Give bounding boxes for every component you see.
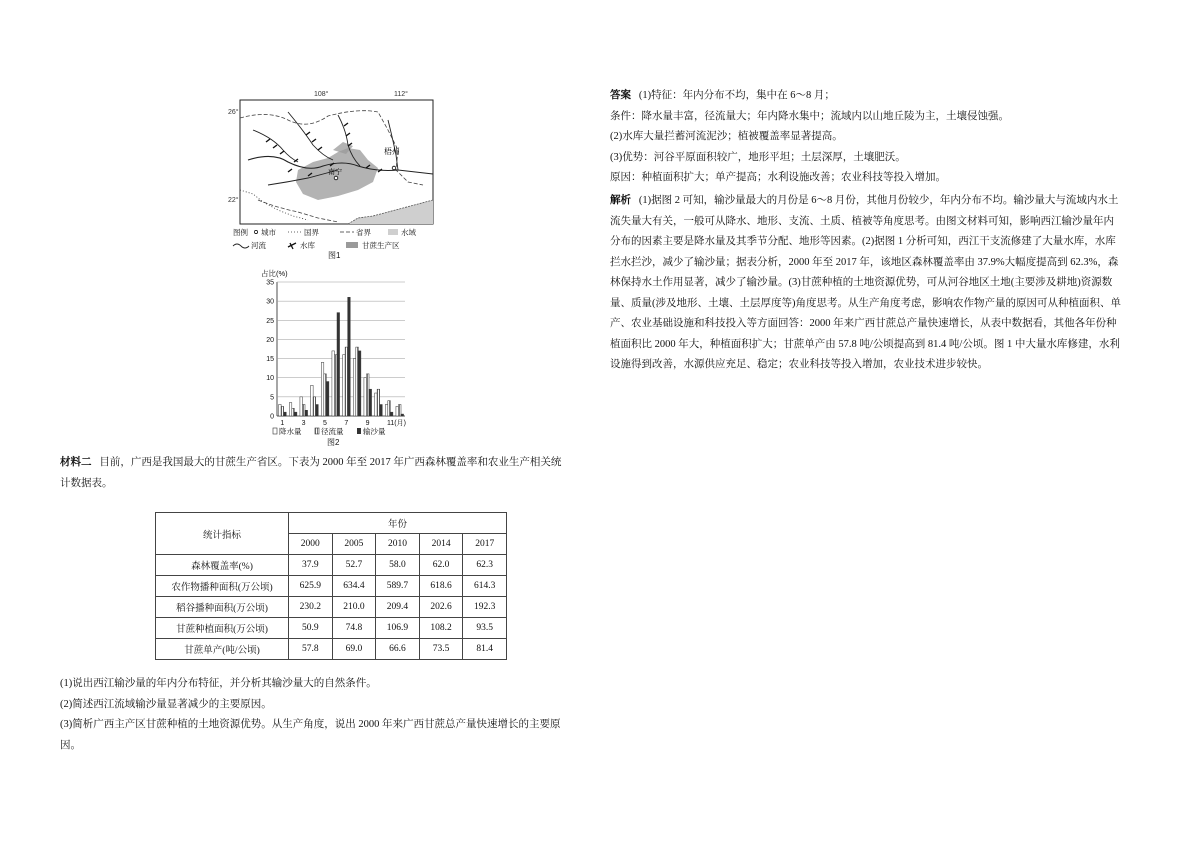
stats-table [155, 512, 507, 660]
lat-label-22: 22° [228, 197, 239, 204]
questions-block [60, 674, 605, 756]
x-tick-label: 1 [280, 420, 285, 427]
table-cell: 614.3 [463, 576, 507, 597]
table-row [156, 618, 507, 639]
table-cell: 192.3 [463, 597, 507, 618]
analysis-line-2: 流失量大有关，一般可从降水、地形、支流、土质、植被等角度思考。由图文材料可知，影响西江输沙量年内 [610, 215, 1114, 227]
bar-runoff [356, 347, 359, 416]
bar-sediment [369, 389, 372, 416]
city-nanning [334, 176, 338, 180]
year-cell: 2014 [419, 534, 463, 555]
row-label: 甘蔗单产(吨/公顷) [156, 639, 289, 660]
bar-sediment [326, 382, 329, 416]
year-cell: 2017 [463, 534, 507, 555]
x-tick-label: 7 [344, 420, 349, 427]
legend-sugarcane: 甘蔗生产区 [362, 241, 400, 250]
table-cell: 52.7 [332, 555, 376, 576]
figure1-map [228, 90, 438, 260]
y-tick-label: 15 [266, 356, 274, 364]
bar-runoff [398, 405, 401, 416]
row-label: 稻谷播种面积(万公顷) [156, 597, 289, 618]
bar-precipitation [289, 403, 292, 416]
question-3-cont: 因。 [60, 739, 81, 751]
bar-precipitation [353, 359, 356, 416]
city-label-wuzhou: 梧州 [384, 147, 400, 156]
bar-runoff [388, 401, 391, 416]
table-cell: 62.0 [419, 555, 463, 576]
bar-precipitation [321, 362, 324, 416]
table-cell: 58.0 [376, 555, 420, 576]
y-tick-label: 35 [266, 279, 274, 287]
bar-runoff [324, 374, 327, 416]
answer-label: 答案 [610, 90, 631, 101]
analysis-line-9: 设施得到改善，水源供应充足、稳定；农业科技等投入增加，农业技术进步较快。 [610, 359, 988, 370]
legend-runoff: 径流量 [321, 427, 344, 436]
chart-bars [279, 297, 404, 416]
bar-sediment [305, 410, 308, 416]
table-row [156, 576, 507, 597]
y-tick-label: 10 [266, 375, 274, 383]
chart-gridlines [277, 282, 405, 416]
answer-line-4: (3)优势：河谷平原面积较广，地形平坦；土层深厚，土壤肥沃。 [610, 151, 906, 163]
legend-province-boundary: 省界 [356, 228, 371, 237]
bar-runoff [366, 374, 369, 416]
y-tick-label: 0 [270, 413, 274, 421]
legend-city: 城市 [261, 228, 276, 237]
bar-sediment [348, 297, 351, 416]
y-tick-label: 25 [266, 317, 274, 325]
bar-sediment [294, 412, 297, 416]
table-cell: 62.3 [463, 555, 507, 576]
lon-label-108: 108° [314, 91, 329, 98]
legend-reservoir: 水库 [300, 241, 315, 250]
year-cell: 2010 [376, 534, 420, 555]
bar-precipitation [300, 397, 303, 416]
table-cell: 230.2 [289, 597, 333, 618]
bar-precipitation [396, 406, 399, 416]
y-tick-label: 5 [270, 394, 274, 402]
y-tick-label: 20 [266, 336, 274, 344]
bar-sediment [380, 405, 383, 416]
table-cell: 57.8 [289, 639, 333, 660]
table-cell: 81.4 [463, 639, 507, 660]
x-tick-label: 9 [365, 420, 370, 427]
answer-line-3: (2)水库大量拦蓄河流泥沙；植被覆盖率显著提高。 [610, 131, 843, 142]
table-cell: 106.9 [376, 618, 420, 639]
table-cell: 73.5 [419, 639, 463, 660]
bar-precipitation [343, 355, 346, 416]
row-label: 甘蔗种植面积(万公顷) [156, 618, 289, 639]
bar-precipitation [279, 405, 282, 416]
x-tick-label: 3 [301, 420, 306, 427]
legend-precipitation: 降水量 [279, 427, 302, 436]
lat-label-26: 26° [228, 109, 239, 116]
bar-precipitation [364, 378, 367, 416]
bar-precipitation [375, 393, 378, 416]
table-cell: 618.6 [419, 576, 463, 597]
bar-precipitation [385, 405, 388, 416]
analysis-label: 解析 [610, 195, 631, 206]
bar-sediment [358, 351, 361, 416]
analysis-line-3: 分布的因素主要是降水量及其季节分配、地形等因素。(2)据图 1 分析可知，西江干支流修建了大量水库，水库 [610, 236, 1116, 247]
table-cell: 66.6 [376, 639, 420, 660]
analysis-block [610, 191, 1150, 376]
analysis-line-6: 量、质量(涉及地形、土壤、土层厚度等)角度思考。从生产角度考虑，影响农作物产量的原因可从种植面积、单 [610, 297, 1121, 309]
header-indicator: 统计指标 [156, 513, 289, 555]
lon-label-112: 112° [394, 91, 408, 98]
answer-line-1: (1)特征：年内分布不均，集中在 6～8 月； [638, 90, 835, 101]
table-cell: 209.4 [376, 597, 420, 618]
table-cell: 108.2 [419, 618, 463, 639]
header-year: 年份 [289, 513, 507, 534]
bar-runoff [292, 408, 295, 416]
question-2: (2)简述西江流域输沙量显著减少的主要原因。 [60, 698, 272, 710]
analysis-line-5: 林保持水土作用显著，减少了输沙量。(3)甘蔗种植的土地资源优势，可从河谷地区土地(主要涉及耕地)资源数 [610, 277, 1113, 288]
question-3: (3)简析广西主产区甘蔗种植的土地资源优势。从生产角度，说出 2000 年来广西甘蔗总产量快速增长的主要原 [60, 719, 561, 730]
material2-label: 材料二 [60, 457, 92, 468]
table-cell: 93.5 [463, 618, 507, 639]
table-cell: 589.7 [376, 576, 420, 597]
bar-runoff [377, 389, 380, 416]
material2-paragraph [60, 453, 600, 494]
table-cell: 74.8 [332, 618, 376, 639]
table-cell: 202.6 [419, 597, 463, 618]
legend-national-boundary: 国界 [304, 228, 319, 237]
analysis-line-7: 产、农业基础设施和科技投入等方面回答：2000 年来广西甘蔗总产量快速增长，从表中数据看，其他各年份种 [610, 318, 1117, 329]
legend-water: 水域 [401, 228, 416, 237]
material2-text-2: 计数据表。 [60, 477, 113, 489]
table-row [156, 597, 507, 618]
analysis-line-4: 拦水拦沙，减少了输沙量；据表分析，2000 年至 2017 年，该地区森林覆盖率由 37.9%大幅度提高到 62.3%，森 [610, 256, 1119, 268]
answer-line-5: 原因：种植面积扩大；单产提高；水利设施改善；农业科技等投入增加。 [610, 172, 946, 183]
bar-runoff [302, 405, 305, 416]
bar-sediment [390, 412, 393, 416]
table-cell: 210.0 [332, 597, 376, 618]
x-tick-label: 11(月) [387, 420, 406, 427]
row-label: 农作物播种面积(万公顷) [156, 576, 289, 597]
answer-block [610, 86, 1150, 189]
chart-ylabel: 占比(%) [261, 269, 288, 278]
table-cell: 69.0 [332, 639, 376, 660]
legend-river: 河流 [251, 241, 266, 250]
bar-runoff [313, 397, 316, 416]
city-label-nanning: 南宁 [328, 169, 342, 176]
analysis-line-8: 植面积比 2000 年大，种植面积扩大；甘蔗单产由 57.8 吨/公顷提高到 81.4 吨/公顷。图 1 中大量水库修建，水利 [610, 338, 1120, 350]
bar-runoff [334, 355, 337, 416]
chart-x-ticks [280, 419, 406, 427]
table-row [156, 555, 507, 576]
question-1: (1)说出西江输沙量的年内分布特征，并分析其输沙量大的自然条件。 [60, 678, 377, 689]
figure2-caption: 图2 [327, 438, 340, 447]
table-cell: 625.9 [289, 576, 333, 597]
chart-y-ticks [266, 280, 274, 421]
table-cell: 50.9 [289, 618, 333, 639]
table-cell: 634.4 [332, 576, 376, 597]
table-row [156, 639, 507, 660]
bar-precipitation [311, 385, 314, 416]
figure1-caption: 图1 [328, 251, 341, 260]
material2-text-1: 目前，广西是我国最大的甘蔗生产省区。下表为 2000 年至 2017 年广西森林覆盖率和农业生产相关统 [99, 457, 562, 468]
bar-sediment [337, 313, 340, 416]
city-wuzhou [392, 166, 396, 170]
bar-sediment [316, 405, 319, 416]
answer-line-2: 条件：降水量丰富，径流量大；年内降水集中；流域内以山地丘陵为主，土壤侵蚀强。 [610, 110, 1009, 122]
row-label: 森林覆盖率(%) [156, 555, 289, 576]
legend-sediment: 输沙量 [363, 427, 386, 436]
table-cell: 37.9 [289, 555, 333, 576]
year-cell: 2005 [332, 534, 376, 555]
bar-sediment [401, 414, 404, 416]
bar-runoff [345, 347, 348, 416]
legend-title: 图例 [233, 228, 248, 237]
bar-precipitation [332, 351, 335, 416]
y-tick-label: 30 [266, 298, 274, 306]
bar-runoff [281, 406, 284, 416]
bar-sediment [284, 412, 287, 416]
figure2-chart [255, 266, 415, 448]
analysis-line-1: (1)据图 2 可知，输沙量最大的月份是 6～8 月份，其他月份较少，年内分布不均。输沙量大与流域内水土 [638, 195, 1119, 206]
x-tick-label: 5 [323, 420, 327, 427]
year-cell: 2000 [289, 534, 333, 555]
